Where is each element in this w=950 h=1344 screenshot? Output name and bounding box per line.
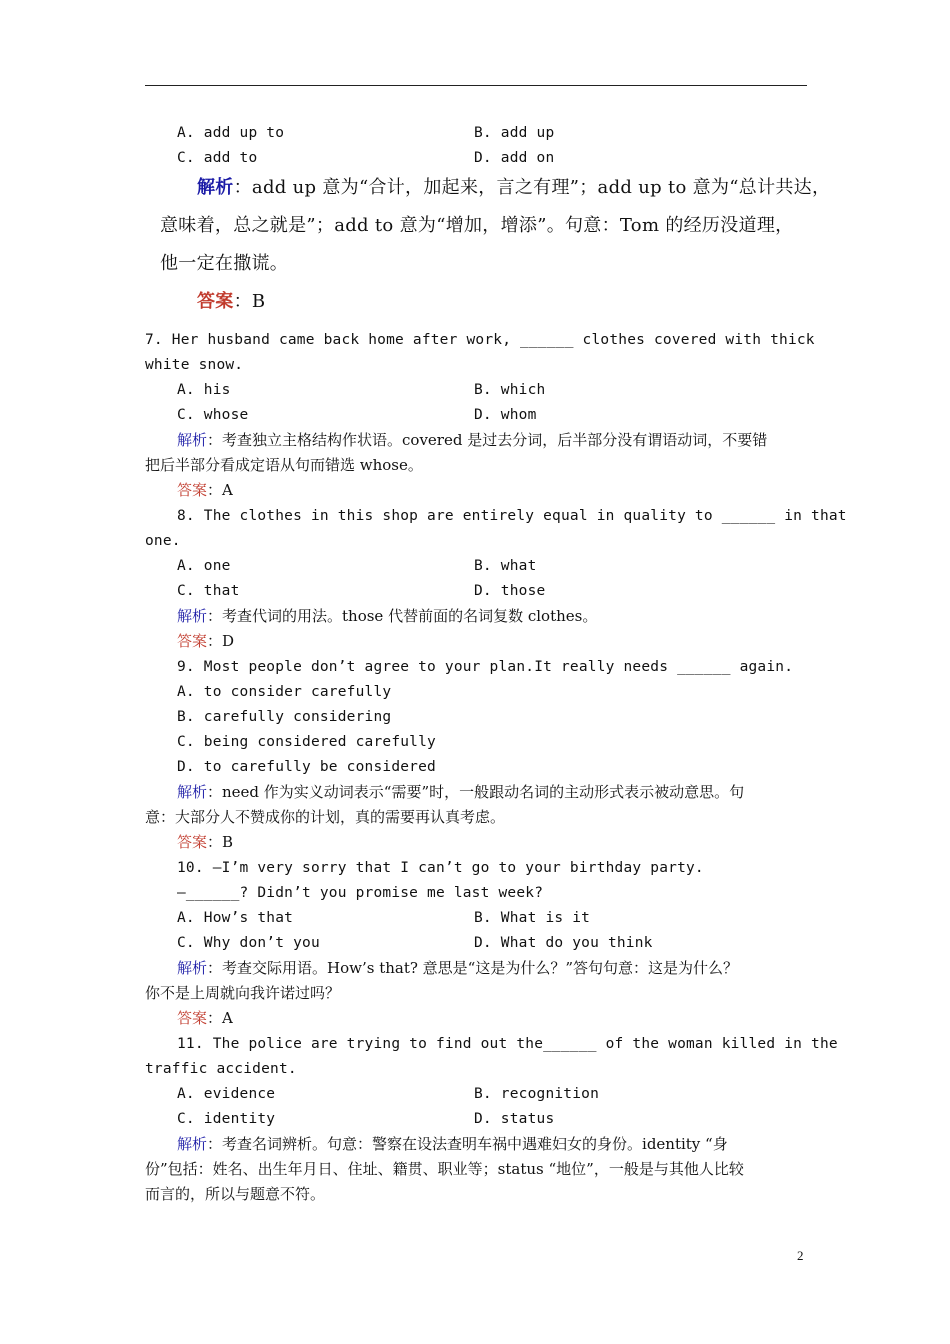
q10-stem-line-2: —______? Didn’t you promise me last week? bbox=[177, 885, 544, 901]
q10-analysis-line-1: 解析：考查交际用语。How’s that? 意思是“这是为什么？”答句句意：这是为什么？ bbox=[177, 959, 739, 977]
q8-option-a: A. one bbox=[177, 558, 231, 574]
q9-analysis-line-1: 解析：need 作为实义动词表示“需要”时，一般跟动名词的主动形式表示被动意思。句 bbox=[177, 783, 745, 801]
q10-option-d: D. What do you think bbox=[474, 935, 653, 951]
q8-option-b: B. what bbox=[474, 558, 537, 574]
q9-analysis-line-2: 意：大部分人不赞成你的计划，真的需要再认真考虑。 bbox=[145, 808, 506, 826]
q6-analysis-label: 解析 bbox=[197, 177, 234, 198]
q10-answer: 答案：A bbox=[177, 1009, 233, 1027]
q11-stem-line-2: traffic accident. bbox=[145, 1061, 297, 1077]
q7-stem-line-1: 7. Her husband came back home after work, ______ clothes covered with thick bbox=[145, 332, 815, 348]
q6-analysis-line-3: 他一定在撒谎。 bbox=[160, 253, 289, 274]
header-rule bbox=[145, 85, 807, 86]
q8-option-d: D. those bbox=[474, 583, 546, 599]
q8-stem-line-1: 8. The clothes in this shop are entirely equal in quality to ______ in that bbox=[177, 508, 847, 524]
q11-option-c: C. identity bbox=[177, 1111, 276, 1127]
q7-option-c: C. whose bbox=[177, 407, 249, 423]
q10-stem-line-1: 10. —I’m very sorry that I can’t go to your birthday party. bbox=[177, 860, 704, 876]
q7-analysis-line-1: 解析：考查独立主格结构作状语。covered 是过去分词，后半部分没有谓语动词，不要错 bbox=[177, 431, 768, 449]
q6-option-c: C. add to bbox=[177, 150, 258, 166]
q9-option-c: C. being considered carefully bbox=[177, 734, 436, 750]
q11-analysis-line-2: 份”包括：姓名、出生年月日、住址、籍贯、职业等；status “地位”，一般是与其他人比较 bbox=[145, 1160, 744, 1178]
q9-option-b: B. carefully considering bbox=[177, 709, 392, 725]
q11-option-a: A. evidence bbox=[177, 1086, 276, 1102]
q7-option-a: A. his bbox=[177, 382, 231, 398]
q10-option-a: A. How’s that bbox=[177, 910, 294, 926]
q7-option-b: B. which bbox=[474, 382, 546, 398]
q11-option-d: D. status bbox=[474, 1111, 555, 1127]
q7-option-d: D. whom bbox=[474, 407, 537, 423]
q7-analysis-line-2: 把后半部分看成定语从句而错选 whose。 bbox=[145, 456, 423, 474]
q6-option-a: A. add up to bbox=[177, 125, 285, 141]
q8-option-c: C. that bbox=[177, 583, 240, 599]
q6-answer: 答案：B bbox=[197, 291, 266, 312]
q10-option-b: B. What is it bbox=[474, 910, 591, 926]
q11-option-b: B. recognition bbox=[474, 1086, 600, 1102]
q8-answer: 答案：D bbox=[177, 632, 235, 650]
q10-analysis-line-2: 你不是上周就向我许诺过吗？ bbox=[145, 984, 341, 1002]
q6-option-d: D. add on bbox=[474, 150, 555, 166]
page-number: 2 bbox=[797, 1248, 804, 1263]
q11-analysis-line-3: 而言的，所以与题意不符。 bbox=[145, 1185, 326, 1203]
q9-answer: 答案：B bbox=[177, 833, 234, 851]
q11-analysis-line-1: 解析：考查名词辨析。句意：警察在设法查明车祸中遇难妇女的身份。identity “身 bbox=[177, 1135, 728, 1153]
q8-analysis-line-1: 解析：考查代词的用法。those 代替前面的名词复数 clothes。 bbox=[177, 607, 598, 625]
q6-analysis-line-1: 解析：add up 意为“合计，加起来，言之有理”；add up to 意为“总计共达， bbox=[197, 177, 831, 198]
q10-option-c: C. Why don’t you bbox=[177, 935, 320, 951]
q9-option-d: D. to carefully be considered bbox=[177, 759, 436, 775]
q11-stem-line-1: 11. The police are trying to find out the______ of the woman killed in the bbox=[177, 1036, 838, 1052]
q7-stem-line-2: white snow. bbox=[145, 357, 244, 373]
q9-stem-line-1: 9. Most people don’t agree to your plan.It really needs ______ again. bbox=[177, 659, 794, 675]
q6-analysis-line-2: 意味着，总之就是”；add to 意为“增加，增添”。句意：Tom 的经历没道理， bbox=[160, 215, 794, 236]
q7-answer: 答案：A bbox=[177, 481, 233, 499]
q8-stem-line-2: one. bbox=[145, 533, 181, 549]
q9-option-a: A. to consider carefully bbox=[177, 684, 392, 700]
q6-answer-label: 答案 bbox=[197, 291, 234, 312]
q6-option-b: B. add up bbox=[474, 125, 555, 141]
